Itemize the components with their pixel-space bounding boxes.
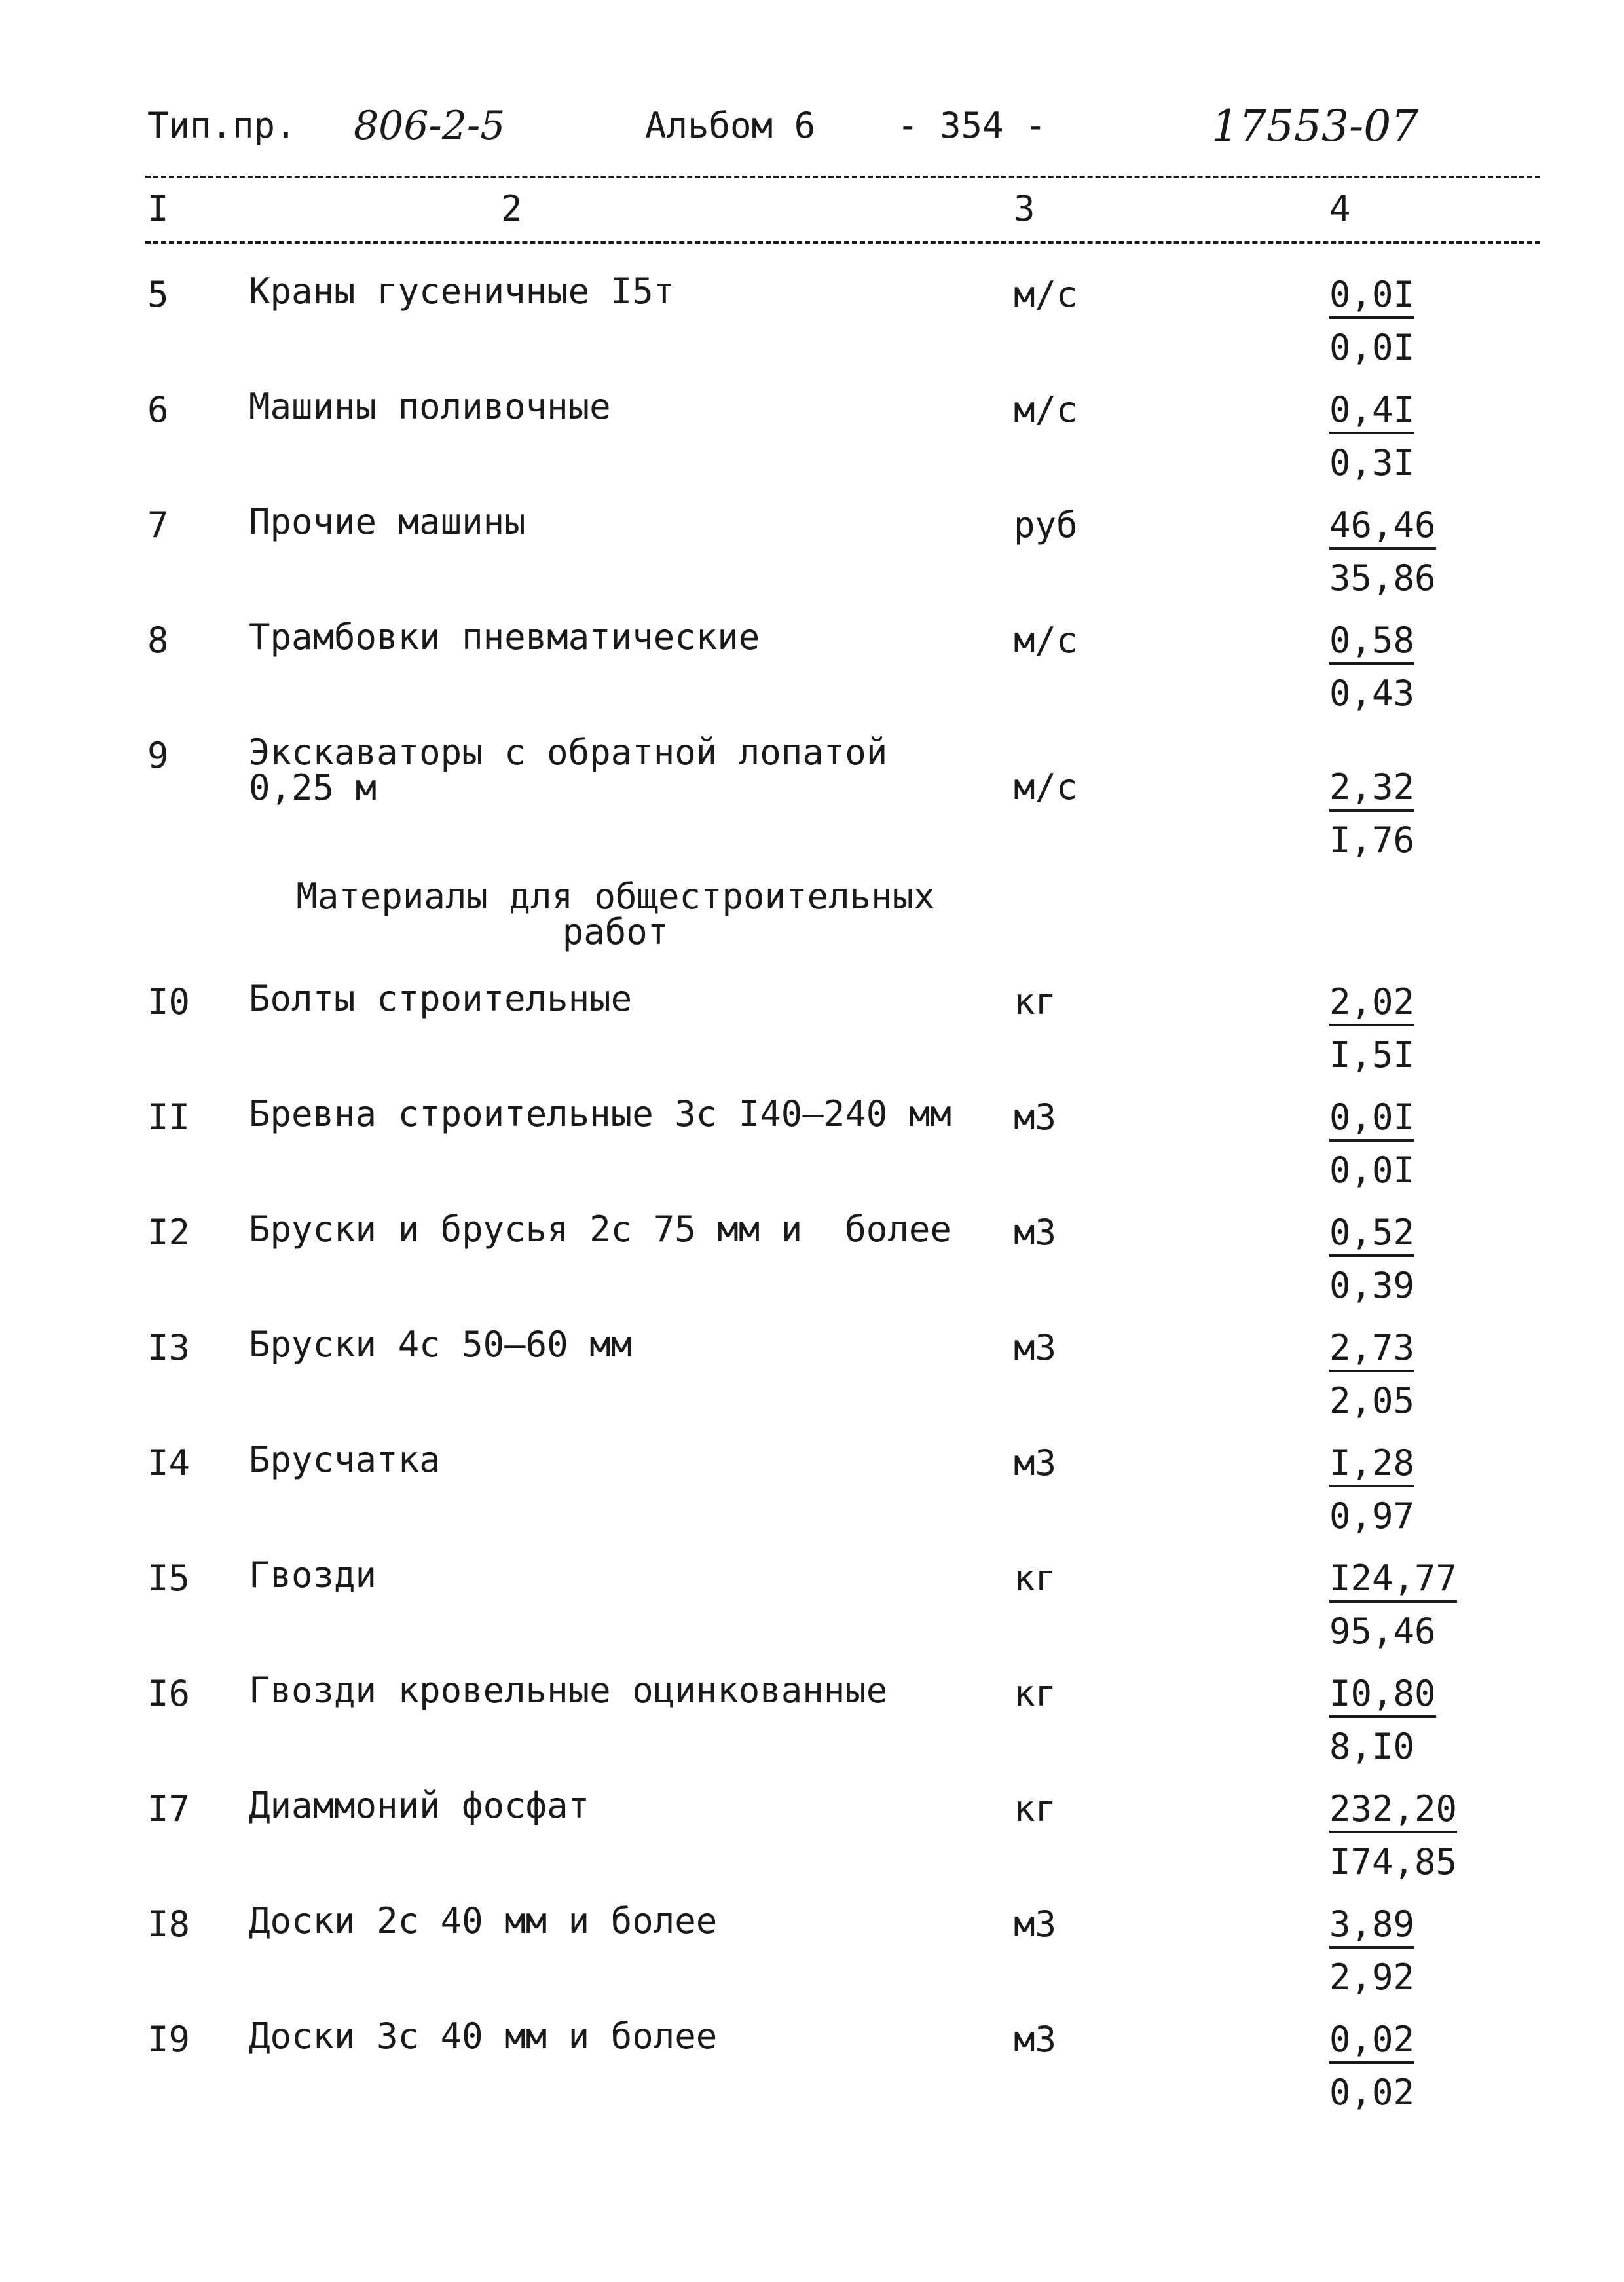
row-number: 6: [147, 389, 169, 430]
value-top: 2,02: [1329, 981, 1414, 1026]
row-value: [1329, 620, 1414, 714]
column-header-2: 2: [501, 188, 523, 229]
row-number: I5: [147, 1558, 191, 1599]
row-unit: кг: [1014, 1558, 1057, 1599]
row-name: Бруски и брусья 2с 75 мм и более: [249, 1208, 951, 1250]
header-rule-bottom: [145, 241, 1540, 244]
row-name: Болты строительные: [249, 978, 633, 1019]
row-value: [1329, 766, 1414, 861]
header-prefix: Тип.пр.: [147, 105, 297, 146]
row-name: Прочие машины: [249, 501, 526, 542]
row-unit: м3: [1014, 1442, 1057, 1484]
value-bottom: 0,02: [1329, 2072, 1415, 2113]
table-row: [0, 1785, 1624, 1899]
row-unit: м/с: [1014, 274, 1078, 315]
row-value: [1329, 274, 1414, 368]
row-name: Бруски 4с 50–60 мм: [249, 1324, 633, 1365]
row-unit: кг: [1014, 1673, 1057, 1714]
row-name: Гвозди: [249, 1554, 377, 1596]
value-bottom: 0,0I: [1329, 327, 1415, 368]
table-row: [0, 271, 1624, 385]
value-top: 0,52: [1329, 1212, 1414, 1257]
column-header-1: I: [147, 188, 169, 229]
row-number: I6: [147, 1673, 191, 1714]
value-top: 0,58: [1329, 620, 1414, 665]
value-bottom: 0,39: [1329, 1265, 1415, 1306]
row-value: [1329, 1673, 1436, 1767]
row-unit: м/с: [1014, 389, 1078, 430]
value-bottom: I,76: [1329, 819, 1415, 861]
row-number: I4: [147, 1442, 191, 1484]
row-unit: м3: [1014, 1096, 1057, 1138]
row-number: I0: [147, 981, 191, 1022]
value-bottom: 95,46: [1329, 1611, 1436, 1652]
row-unit: м/с: [1014, 620, 1078, 661]
header-doc-code: 17553-07: [1211, 101, 1419, 151]
row-value: [1329, 1788, 1457, 1882]
row-unit: м/с: [1014, 766, 1078, 808]
row-name: Экскаваторы с обратной лопатой 0,25 м: [249, 732, 888, 808]
row-value: [1329, 2019, 1414, 2113]
row-name: Бревна строительные 3с I40–240 мм: [249, 1093, 951, 1134]
row-number: 5: [147, 274, 169, 315]
row-value: [1329, 389, 1414, 483]
value-bottom: 0,97: [1329, 1495, 1415, 1537]
row-name: Краны гусеничные I5т: [249, 271, 675, 312]
row-name: Диаммоний фосфат: [249, 1785, 590, 1826]
row-unit: м3: [1014, 1327, 1057, 1368]
table-row: [0, 732, 1624, 872]
value-top: 46,46: [1329, 504, 1436, 550]
value-bottom: 0,43: [1329, 673, 1415, 714]
row-number: I2: [147, 1212, 191, 1253]
row-value: [1329, 1212, 1414, 1306]
value-bottom: 0,0I: [1329, 1150, 1415, 1191]
column-header-3: 3: [1014, 188, 1035, 229]
row-value: [1329, 981, 1414, 1076]
value-top: 2,73: [1329, 1327, 1414, 1372]
value-bottom: 8,I0: [1329, 1726, 1415, 1767]
row-number: 8: [147, 620, 169, 661]
value-top: I0,80: [1329, 1673, 1436, 1718]
value-top: 3,89: [1329, 1903, 1414, 1949]
row-value: [1329, 1558, 1457, 1652]
table-row: [0, 501, 1624, 616]
row-name: Доски 2с 40 мм и более: [249, 1900, 718, 1941]
table-row: [0, 978, 1624, 1093]
value-bottom: I,5I: [1329, 1034, 1415, 1076]
table-row: [0, 1670, 1624, 1784]
table-row: [0, 1439, 1624, 1554]
value-bottom: 2,92: [1329, 1956, 1415, 1998]
table-row: [0, 1208, 1624, 1323]
row-number: I3: [147, 1327, 191, 1368]
value-top: 2,32: [1329, 766, 1414, 812]
row-number: 7: [147, 504, 169, 546]
table-row: [0, 616, 1624, 731]
row-number: I8: [147, 1903, 191, 1945]
value-top: 0,0I: [1329, 1096, 1414, 1142]
section-title: Материалы для общестроительных работ: [296, 876, 935, 952]
header-album: Альбом 6: [645, 105, 816, 146]
table-row: [0, 1900, 1624, 2015]
row-unit: м3: [1014, 1212, 1057, 1253]
header-project-code: 806-2-5: [354, 103, 506, 149]
table-row: [0, 1093, 1624, 1208]
value-bottom: 35,86: [1329, 557, 1436, 599]
header-rule-top: [145, 176, 1540, 178]
row-unit: кг: [1014, 1788, 1057, 1829]
row-unit: м3: [1014, 2019, 1057, 2060]
row-value: [1329, 1442, 1414, 1537]
row-unit: кг: [1014, 981, 1057, 1022]
table-row: [0, 1324, 1624, 1438]
value-top: 0,02: [1329, 2019, 1414, 2064]
table-row: [0, 1554, 1624, 1669]
table-row: [0, 2015, 1624, 2130]
row-unit: руб: [1014, 504, 1078, 546]
row-name: Гвозди кровельные оцинкованные: [249, 1670, 888, 1711]
row-name: Доски 3с 40 мм и более: [249, 2015, 718, 2057]
row-value: [1329, 1096, 1414, 1191]
header-page-number: - 354 -: [897, 105, 1046, 146]
row-value: [1329, 504, 1436, 599]
row-number: I7: [147, 1788, 191, 1829]
row-name: Брусчатка: [249, 1439, 441, 1480]
row-name: Машины поливочные: [249, 386, 611, 427]
column-header-4: 4: [1329, 188, 1351, 229]
value-top: 0,4I: [1329, 389, 1414, 434]
table-row: [0, 386, 1624, 500]
value-top: 232,20: [1329, 1788, 1457, 1833]
value-bottom: 2,05: [1329, 1380, 1415, 1421]
value-top: I24,77: [1329, 1558, 1457, 1603]
row-number: 9: [147, 735, 169, 776]
row-value: [1329, 1903, 1414, 1998]
value-bottom: 0,3I: [1329, 442, 1415, 483]
value-top: I,28: [1329, 1442, 1414, 1487]
row-value: [1329, 1327, 1414, 1421]
value-bottom: I74,85: [1329, 1841, 1458, 1882]
row-name: Трамбовки пневматические: [249, 616, 760, 658]
row-unit: м3: [1014, 1903, 1057, 1945]
row-number: I9: [147, 2019, 191, 2060]
row-number: II: [147, 1096, 191, 1138]
value-top: 0,0I: [1329, 274, 1414, 319]
